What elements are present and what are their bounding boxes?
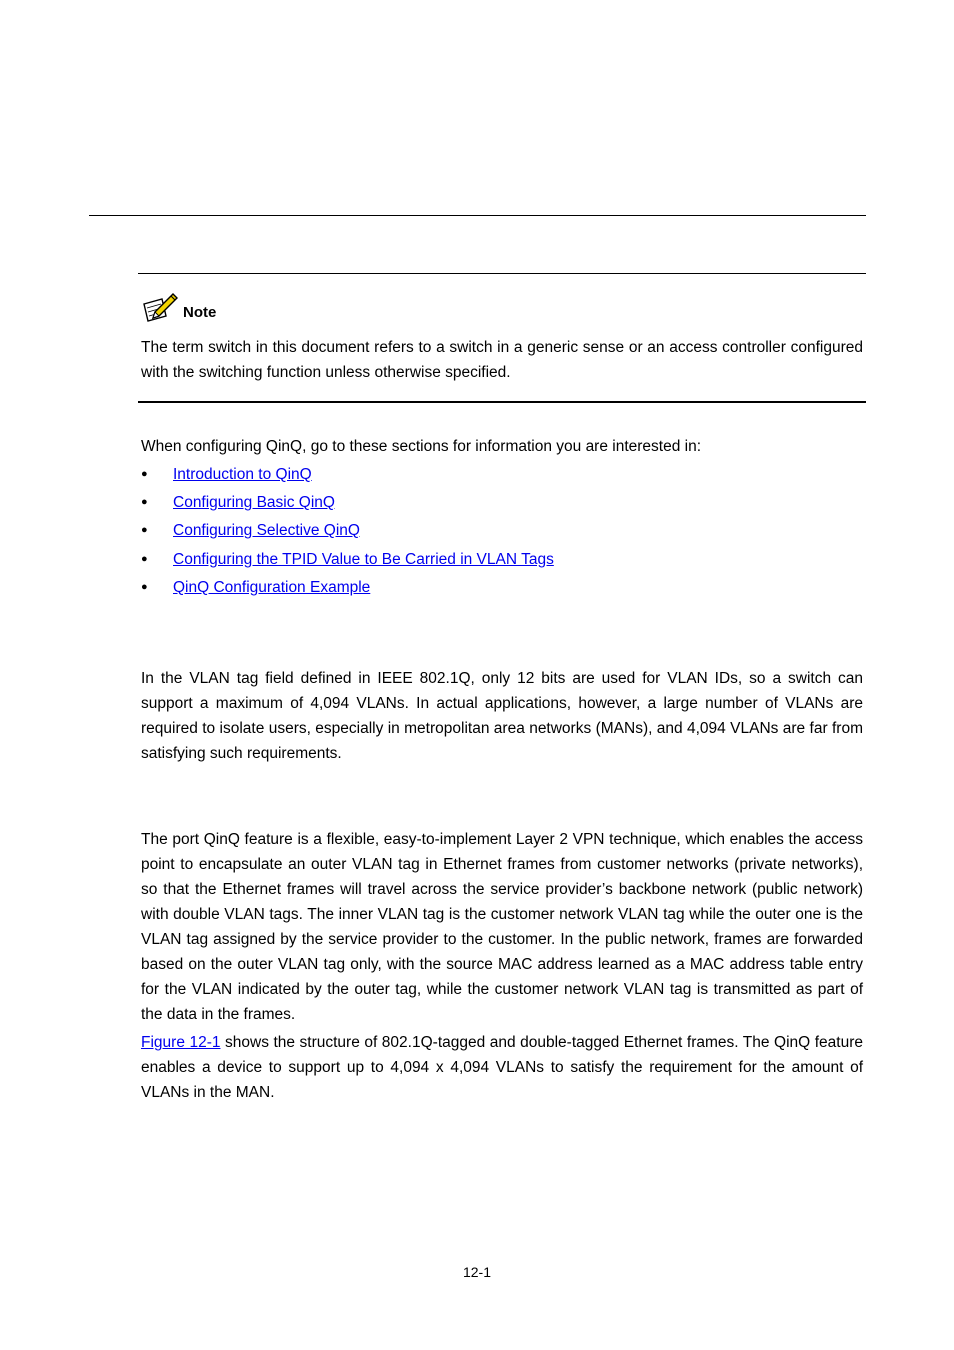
note-top-rule <box>138 273 866 274</box>
link-configuring-tpid-value[interactable]: Configuring the TPID Value to Be Carried in VLAN Tags <box>173 550 554 568</box>
link-qinq-configuration-example[interactable]: QinQ Configuration Example <box>173 578 371 596</box>
list-item <box>141 547 554 575</box>
bullet-icon: ● <box>141 468 148 480</box>
list-item <box>141 462 554 490</box>
list-item <box>141 490 554 518</box>
intro-text: When configuring QinQ, go to these sections for information you are interested in: <box>141 438 702 455</box>
bullet-icon: ● <box>141 552 148 565</box>
list-item <box>141 575 554 603</box>
note-bottom-rule <box>138 401 866 403</box>
note-pencil-icon <box>141 290 179 322</box>
paragraph-figure-text: shows the structure of 802.1Q-tagged and double-tagged Ethernet frames. The QinQ feature enables a device to support up to 4,094 x 4,094 VLANs to satisfy the requirement for the amount of VLANs in the MAN. <box>141 1034 863 1101</box>
section-link-list <box>141 462 554 603</box>
link-configuring-selective-qinq[interactable]: Configuring Selective QinQ <box>173 522 360 540</box>
note-text: The term switch in this document refers to a switch in a generic sense or an access controller configured with the switching function unless otherwise specified. <box>141 339 863 381</box>
chapter-top-rule <box>89 215 866 216</box>
link-introduction-to-qinq[interactable]: Introduction to QinQ <box>173 466 312 483</box>
note-header <box>141 290 216 322</box>
link-configuring-basic-qinq[interactable]: Configuring Basic QinQ <box>173 494 335 512</box>
figure-12-1-link[interactable]: Figure 12-1 <box>141 1034 221 1051</box>
bullet-icon: ● <box>141 580 148 593</box>
list-item <box>141 518 554 546</box>
page-number: 12-1 <box>462 1264 492 1280</box>
bullet-icon: ● <box>141 496 148 509</box>
paragraph-qinq-feature: The port QinQ feature is a flexible, easy-to-implement Layer 2 VPN technique, which enables the access point to encapsulate an outer VLAN tag in Ethernet frames from customer networks (private networks), so that the Ethernet frames will travel across the service provider’s backbone network (public network) with double VLAN tags. The inner VLAN tag is the customer network VLAN tag while the outer one is the VLAN tag assigned by the service provider to the customer. In the public network, frames are forwarded based on the outer VLAN tag only, with the source MAC address learned as a MAC address table entry for the VLAN indicated by the outer tag, while the customer network VLAN tag is transmitted as part of the data in the frames. <box>141 831 863 1023</box>
paragraph-vlan-limit: In the VLAN tag field defined in IEEE 802.1Q, only 12 bits are used for VLAN IDs, so a switch can support a maximum of 4,094 VLANs. In actual applications, however, a large number of VLANs are required to isolate users, especially in metropolitan area networks (MANs), and 4,094 VLANs are far from satisfying such requirements. <box>141 670 863 762</box>
note-label: Note <box>183 304 217 321</box>
bullet-icon: ● <box>141 524 148 537</box>
paragraph-figure-reference <box>141 1030 863 1105</box>
